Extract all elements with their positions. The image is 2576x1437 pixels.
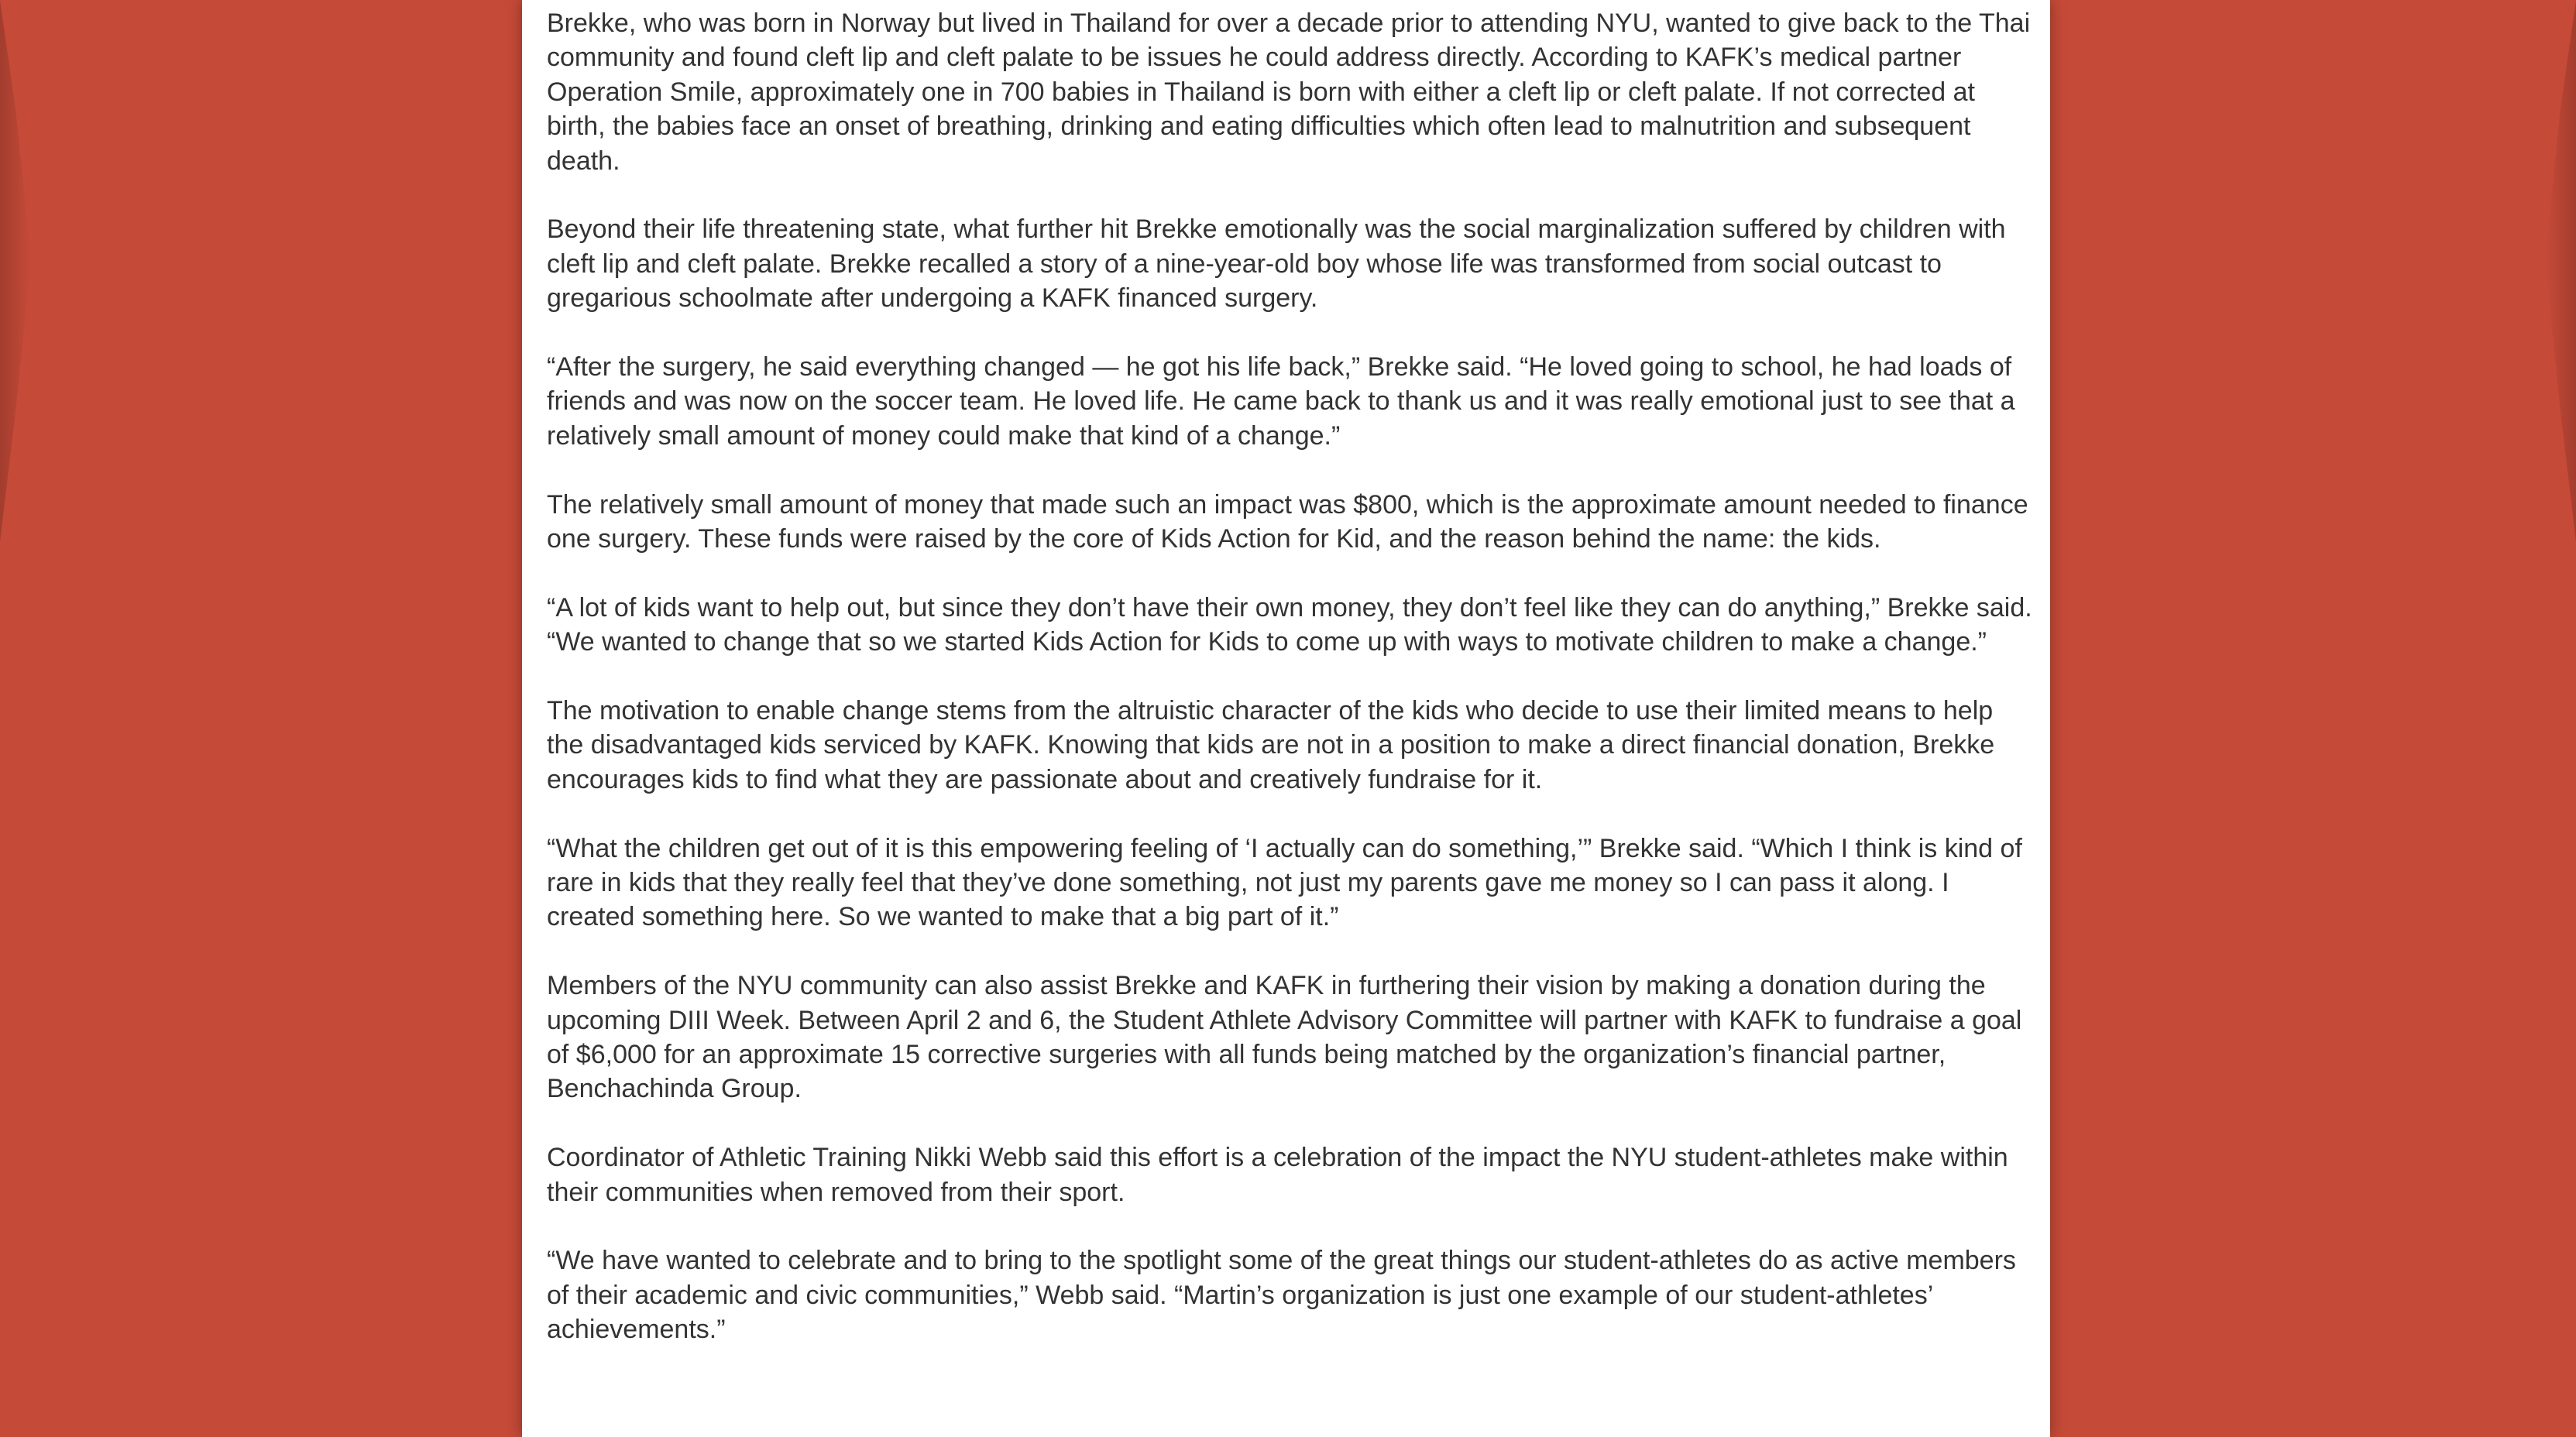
article-body <box>547 6 2034 1381</box>
article-paragraph-4: The relatively small amount of money that made such an impact was $800, which is the approximate amount needed to finance one surgery. These funds were raised by the core of Kids Action for Kid, and the reason behind the name: the kids. <box>547 489 2028 554</box>
article-paragraph-7: “What the children get out of it is this empowering feeling of ‘I actually can do something,’” Brekke said. “Which I think is kind of rare in kids that they really feel that they’ve done something, not just my parents gave me money so I can pass it along. I created something here. So we wanted to make that a big part of it.” <box>547 833 2022 932</box>
article-paragraph-10: “We have wanted to celebrate and to bring to the spotlight some of the great things our student-athletes do as active members of their academic and civic communities,” Webb said. “Martin’s organization is just one example of our student-athletes’ achievements.” <box>547 1246 2016 1345</box>
article-paragraph-8: Members of the NYU community can also assist Brekke and KAFK in furthering their vision by making a donation during the upcoming DIII Week. Between April 2 and 6, the Student Athlete Advisory Committee will partner with KAFK to fundraise a goal of $6,000 for an approximate 15 corrective surgeries with all funds being matched by the organization’s financial partner, Benchachinda Group. <box>547 971 2022 1104</box>
background-fold-right <box>2545 0 2576 542</box>
article-paragraph-3: “After the surgery, he said everything changed — he got his life back,” Brekke said. “He loved going to school, he had loads of friends and was now on the soccer team. He loved life. He came back to thank us and it was really emotional just to see that a relatively small amount of money could make that kind of a change.” <box>547 352 2015 451</box>
article-paragraph-1: Brekke, who was born in Norway but lived in Thailand for over a decade prior to attending NYU, wanted to give back to the Thai community and found cleft lip and cleft palate to be issues he could address directly. According to KAFK’s medical partner Operation Smile, approximately one in 700 babies in Thailand is born with either a cleft lip or cleft palate. If not corrected at birth, the babies face an onset of breathing, drinking and eating difficulties which often lead to malnutrition and subsequent death. <box>547 9 2031 176</box>
article-paragraph-6: The motivation to enable change stems from the altruistic character of the kids who decide to use their limited means to help the disadvantaged kids serviced by KAFK. Knowing that kids are not in a position to make a direct financial donation, Brekke encourages kids to find what they are passionate about and creatively fundraise for it. <box>547 696 1995 794</box>
background-fold-left <box>0 0 31 542</box>
article-panel <box>522 0 2050 1437</box>
article-paragraph-2: Beyond their life threatening state, what further hit Brekke emotionally was the social marginalization suffered by children with cleft lip and cleft palate. Brekke recalled a story of a nine-year-old boy whose life was transformed from social outcast to gregarious schoolmate after undergoing a KAFK financed surgery. <box>547 214 2006 314</box>
article-paragraph-5: “A lot of kids want to help out, but since they don’t have their own money, they don’t feel like they can do anything,” Brekke said. “We wanted to change that so we started Kids Action for Kids to come up with ways to motivate children to make a change.” <box>547 592 2032 657</box>
article-paragraph-9: Coordinator of Athletic Training Nikki Webb said this effort is a celebration of the impact the NYU student-athletes make within their communities when removed from their sport. <box>547 1143 2008 1207</box>
